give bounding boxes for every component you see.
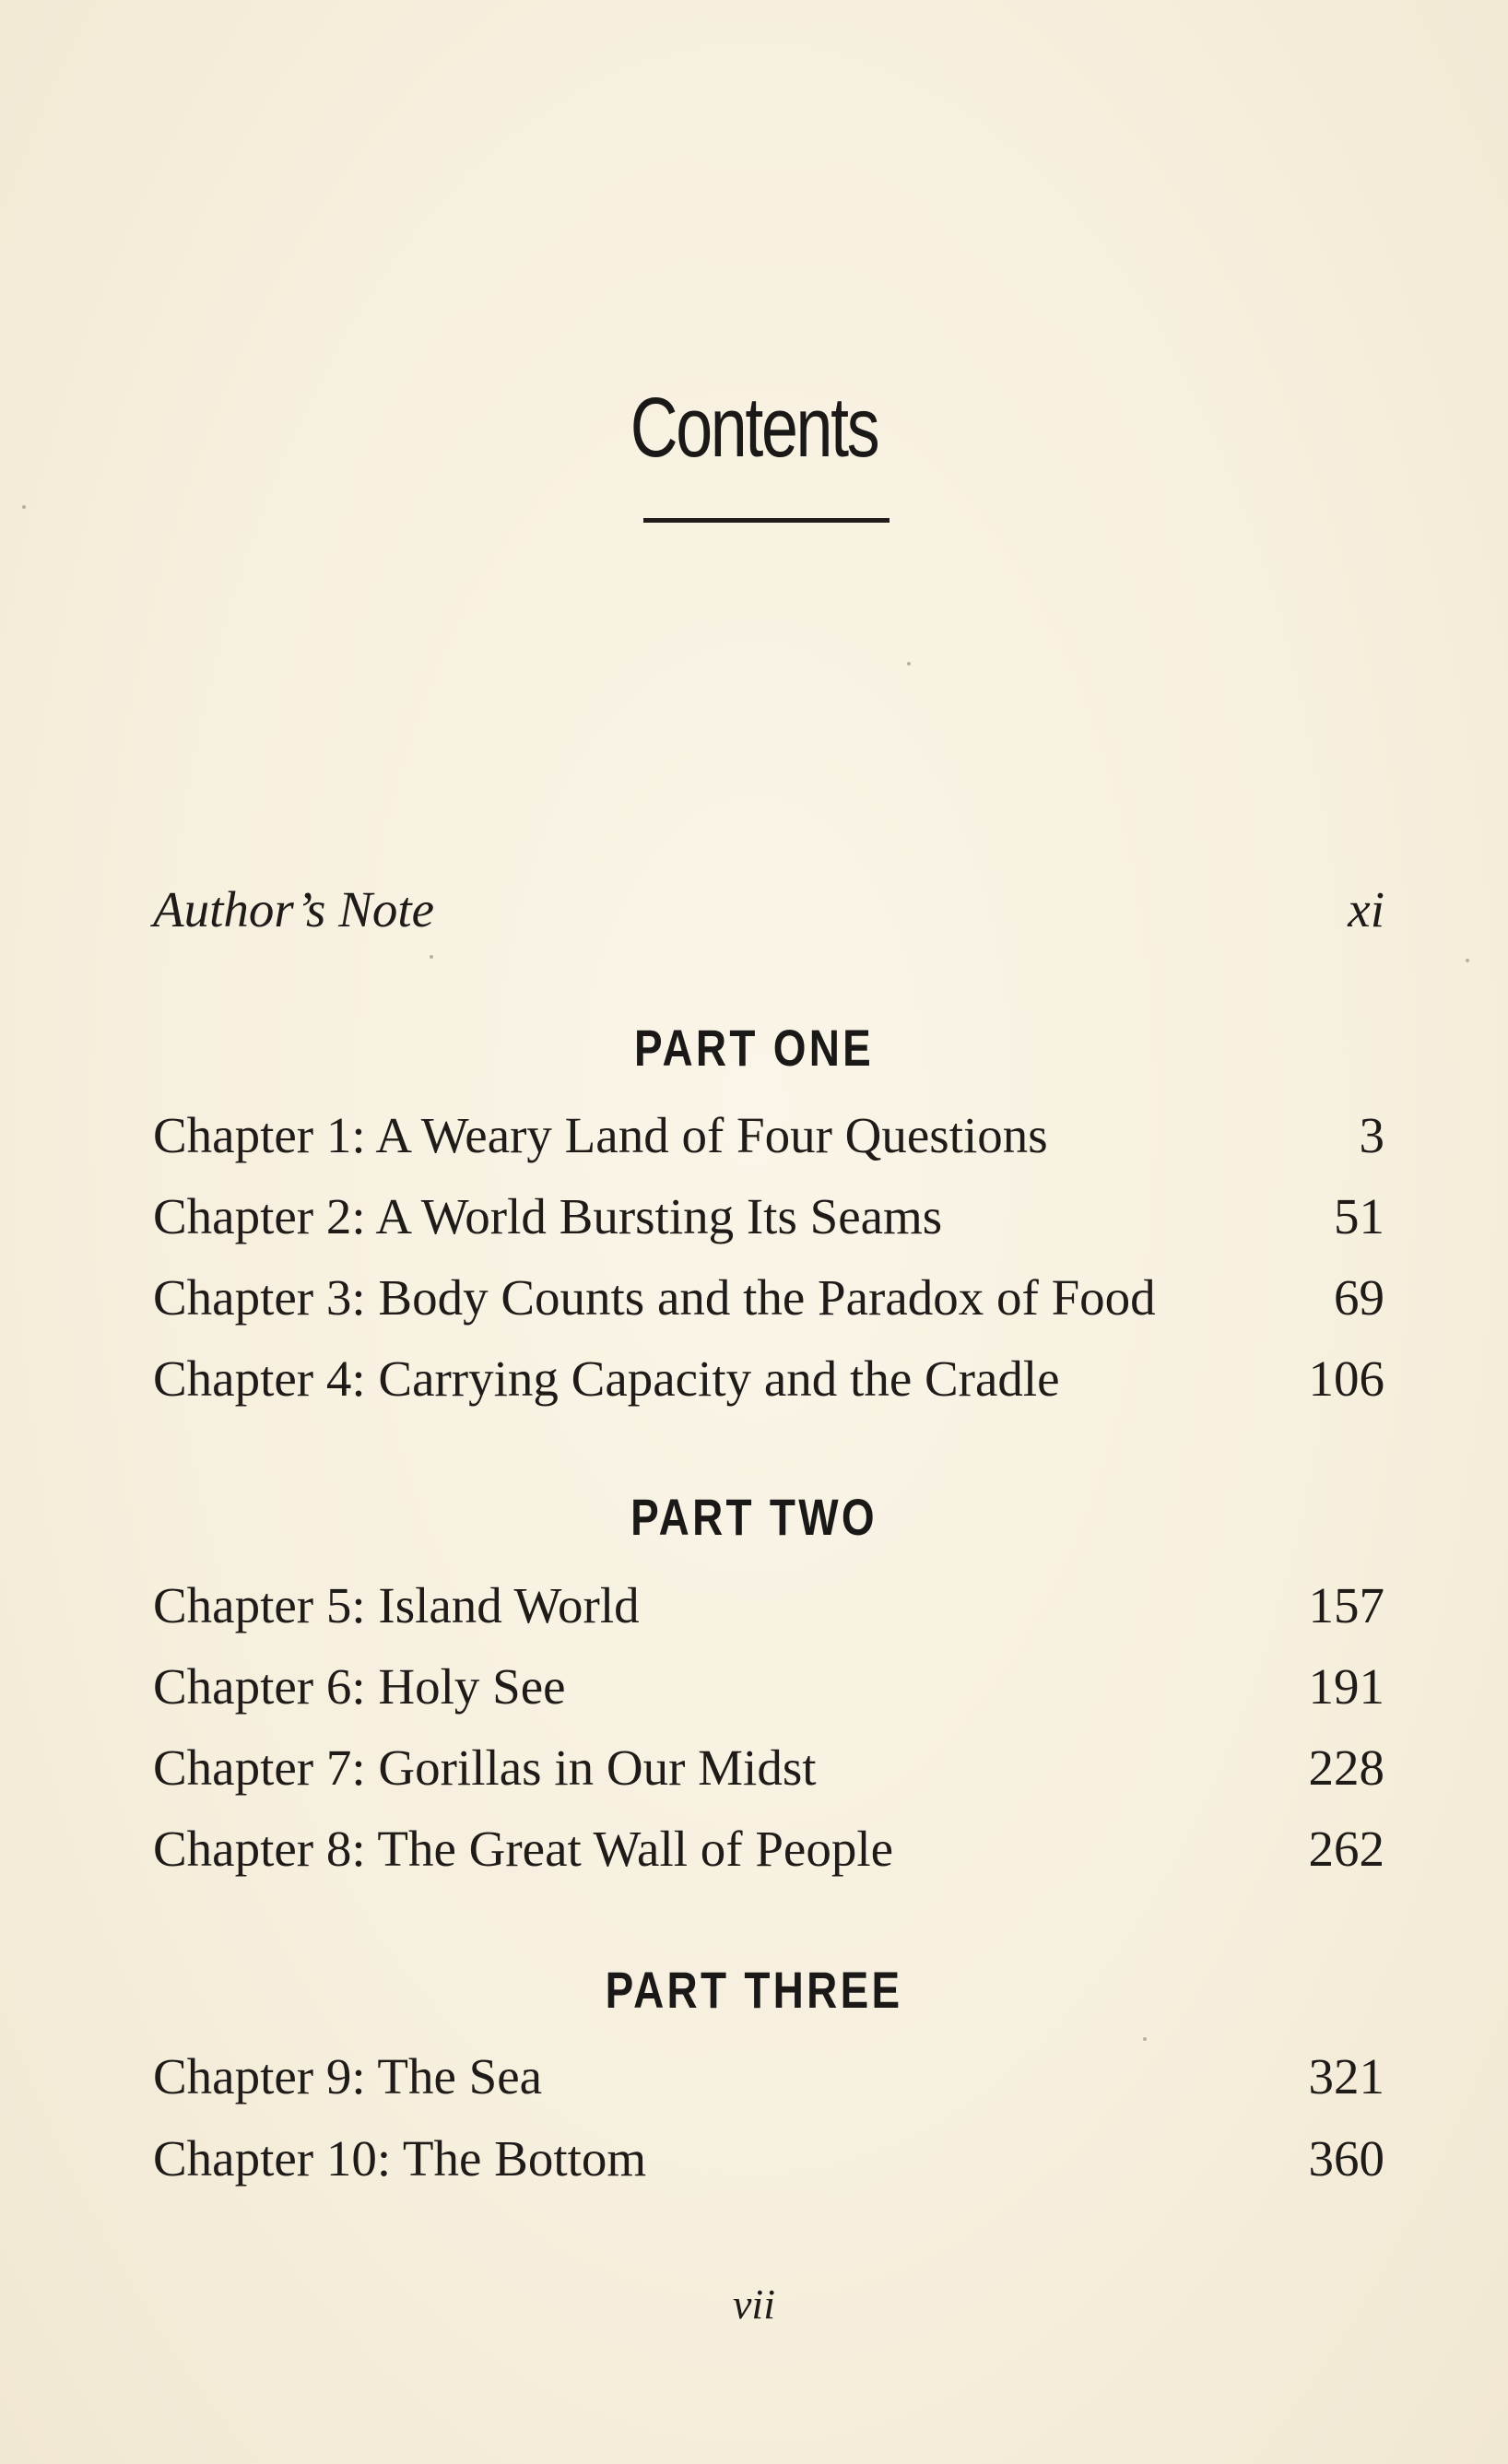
toc-entry-label: Chapter 8: The Great Wall of People: [153, 1821, 894, 1877]
toc-entry-label: Chapter 6: Holy See: [153, 1658, 566, 1715]
toc-entry-label: Chapter 5: Island World: [153, 1577, 640, 1633]
toc-entry-label: Chapter 7: Gorillas in Our Midst: [153, 1739, 817, 1796]
toc-entry-page: 106: [1308, 1350, 1384, 1407]
toc-entry-chapter-7: [153, 1731, 1384, 1805]
toc-entry-chapter-5: [153, 1569, 1384, 1643]
toc-entry-chapter-3: [153, 1261, 1384, 1335]
page-title: Contents: [630, 381, 878, 475]
toc-entry-page: 228: [1308, 1739, 1384, 1796]
part-heading-three: PART THREE: [605, 1961, 903, 2019]
paper-speck: [907, 662, 911, 666]
title-underline: [643, 518, 889, 523]
toc-entry-page: 69: [1334, 1269, 1384, 1326]
toc-entry-page: 3: [1359, 1107, 1384, 1163]
toc-entry-chapter-4: [153, 1342, 1384, 1416]
toc-entry-authors-note: [153, 873, 1384, 947]
toc-entry-chapter-8: [153, 1812, 1384, 1886]
toc-entry-label: Author’s Note: [153, 881, 435, 937]
toc-entry-page: 360: [1308, 2130, 1384, 2187]
toc-entry-label: Chapter 4: Carrying Capacity and the Cradle: [153, 1350, 1060, 1407]
toc-entry-page: 157: [1308, 1577, 1384, 1633]
toc-entry-page: 191: [1308, 1658, 1384, 1715]
toc-entry-label: Chapter 3: Body Counts and the Paradox of Food: [153, 1269, 1156, 1326]
paper-speck: [1466, 959, 1469, 962]
toc-entry-page: 262: [1308, 1821, 1384, 1877]
toc-entry-chapter-2: [153, 1180, 1384, 1254]
toc-entry-label: Chapter 1: A Weary Land of Four Questions: [153, 1107, 1048, 1163]
paper-speck: [22, 505, 26, 509]
part-heading-two: PART TWO: [630, 1488, 878, 1546]
paper-speck: [430, 955, 433, 959]
toc-entry-label: Chapter 2: A World Bursting Its Seams: [153, 1188, 943, 1244]
toc-entry-chapter-1: [153, 1099, 1384, 1173]
page-number-folio: vii: [733, 2281, 775, 2328]
part-heading-one: PART ONE: [633, 1019, 875, 1077]
toc-entry-chapter-6: [153, 1650, 1384, 1724]
toc-entry-label: Chapter 10: The Bottom: [153, 2130, 647, 2187]
toc-entry-page: xi: [1348, 881, 1384, 937]
toc-entry-page: 321: [1308, 2048, 1384, 2104]
toc-entry-page: 51: [1334, 1188, 1384, 1244]
toc-entry-chapter-9: [153, 2040, 1384, 2114]
toc-entry-label: Chapter 9: The Sea: [153, 2048, 543, 2104]
toc-entry-chapter-10: [153, 2122, 1384, 2196]
